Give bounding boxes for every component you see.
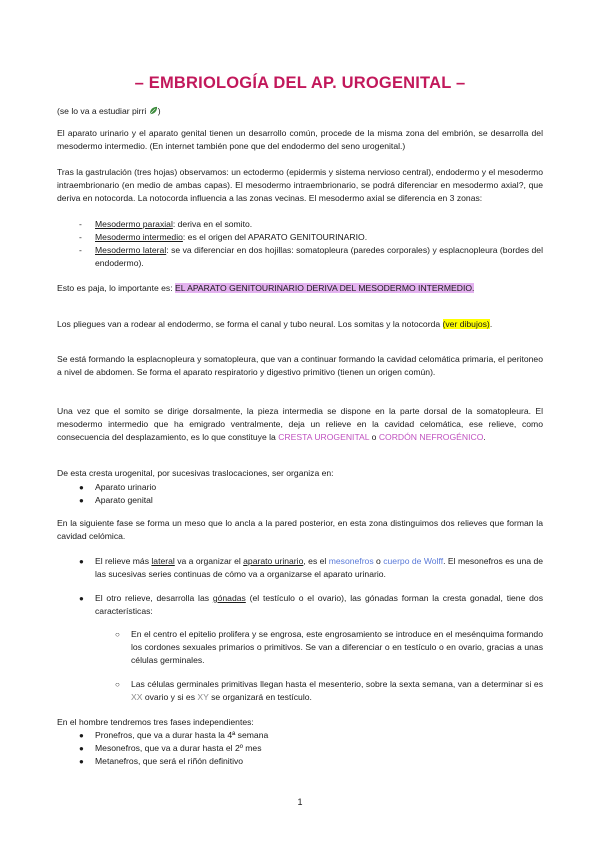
list-item: ● El relieve más lateral va a organizar el aparato urinario, es el mesonefros o cuerpo de Wolff. El mesonefros es una de las sucesivas series continuas de cómo va a organizarse el aparato urinario. — [79, 556, 544, 579]
term-xx: XX — [131, 692, 143, 702]
list-item: ○ Las células germinales primitivas llegan hasta el mesenterio, sobre la sexta semana, van a determinar si es XX ovario y si es XY se organizará en testículo. — [115, 679, 543, 702]
paragraph-fases: En el hombre tendremos tres fases independientes: — [57, 717, 254, 727]
paragraph-somito: Una vez que el somito se dirige dorsalmente, la pieza intermedia se dispone en la parte dorsal de la somatopleura. El mesodermo intermedio que ha emigrado ventralmente, deja un relieve en la cavidad celomática, ese relieve, como consecuencia del desplazamiento, es lo que constituye la CRESTA UROGENITAL o CORDÓN NEFROGÉNICO. — [57, 406, 543, 442]
note-text: (se lo va a estudiar pirri — [57, 106, 147, 116]
note-close: ) — [157, 106, 161, 116]
zonas-list — [57, 218, 543, 270]
paragraph-cresta: De esta cresta urogenital, por sucesivas traslocaciones, ser organiza en: — [57, 468, 334, 478]
note-line — [57, 105, 543, 118]
list-item: - Mesodermo paraxial: deriva en el somito. — [57, 218, 543, 231]
list-item: ● Aparato genital — [79, 495, 153, 505]
term-cresta-urogenital: CRESTA UROGENITAL — [278, 432, 370, 442]
paragraph-meso: En la siguiente fase se forma un meso que lo ancla a la pared posterior, en esta zona distinguimos dos relieves que forman la cavidad celómica. — [57, 518, 543, 541]
paragraph-intro: El aparato urinario y el aparato genital tienen un desarrollo común, procede de la misma zona del embrión, se desarrolla del mesodermo intermedio. (En internet también pone que del endodermo del seno urogenital.) — [57, 128, 543, 151]
list-item: ● Mesonefros, que va a durar hasta el 2º mes — [79, 743, 262, 753]
organiza-list — [57, 481, 543, 507]
list-item: ● Pronefros, que va a durar hasta la 4ª semana — [79, 730, 269, 740]
term-cordon-nefrogenico: CORDÓN NEFROGÉNICO — [378, 432, 484, 442]
term-mesonefros: mesonefros — [328, 556, 374, 566]
term-xy: XY — [197, 692, 209, 702]
page-number: 1 — [297, 797, 303, 807]
fases-list — [57, 729, 543, 768]
list-item: ○ En el centro el epitelio prolifera y se engrosa, este engrosamiento se introduce en el mesénquima formando los cordones sexuales primarios o primitivos. Se van a diferenciar o en testículo o en ovario, gracias a unas células germinales. — [115, 629, 543, 665]
paragraph-pliegues: Los pliegues van a rodear al endodermo, se forma el canal y tubo neural. Los somitas y la notocorda (ver dibujos). — [57, 319, 493, 329]
caracteristica-1-list — [57, 628, 543, 667]
list-item: ● Aparato urinario — [79, 482, 157, 492]
term-cuerpo-de-wolff: cuerpo de Wolff — [383, 556, 444, 566]
list-item: - Mesodermo intermedio: es el origen del APARATO GENITOURINARIO. — [57, 231, 543, 244]
list-item: ● El otro relieve, desarrolla las gónadas (el testículo o el ovario), las gónadas forman la cresta gonadal, tiene dos características: — [79, 593, 544, 616]
leaf-icon — [149, 106, 158, 115]
relieve-lateral-list — [57, 555, 543, 581]
highlight-importante: EL APARATO GENITOURINARIO DERIVA DEL MESODERMO INTERMEDIO. — [175, 283, 475, 293]
list-item: - Mesodermo lateral: se va diferenciar en dos hojillas: somatopleura (paredes corporales) y esplacnopleura (bordes del endodermo). — [57, 244, 543, 270]
paragraph-importante: Esto es paja, lo importante es: EL APARATO GENITOURINARIO DERIVA DEL MESODERMO INTERMEDIO. — [57, 283, 475, 293]
paragraph-gastrulacion: Tras la gastrulación (tres hojas) observamos: un ectodermo (epidermis y sistema nervioso central), endodermo y el mesodermo intraembrionario (en medio de ambas capas). El mesodermo intraembrionario, se podrá diferenciar en mesodermo axial?, que deriva en notocorda. La notocorda influencia a las zonas vecinas. El mesodermo axial se diferencia en 3 zonas: — [57, 167, 543, 203]
relieve-gonadas-list — [57, 592, 543, 618]
paragraph-esplacnopleura: Se está formando la esplacnopleura y somatopleura, que van a continuar formando la cavidad celomática primaria, el peritoneo a nivel de abdomen. Se forma el aparato respiratorio y digestivo primitivo (tienen un origen común). — [57, 354, 543, 377]
list-item: ● Metanefros, que será el riñón definitivo — [79, 756, 244, 766]
caracteristica-2-list — [57, 678, 543, 704]
document-title: – EMBRIOLOGÍA DEL AP. UROGENITAL – — [134, 74, 466, 92]
highlight-ver-dibujos: (ver dibujos) — [442, 319, 490, 329]
